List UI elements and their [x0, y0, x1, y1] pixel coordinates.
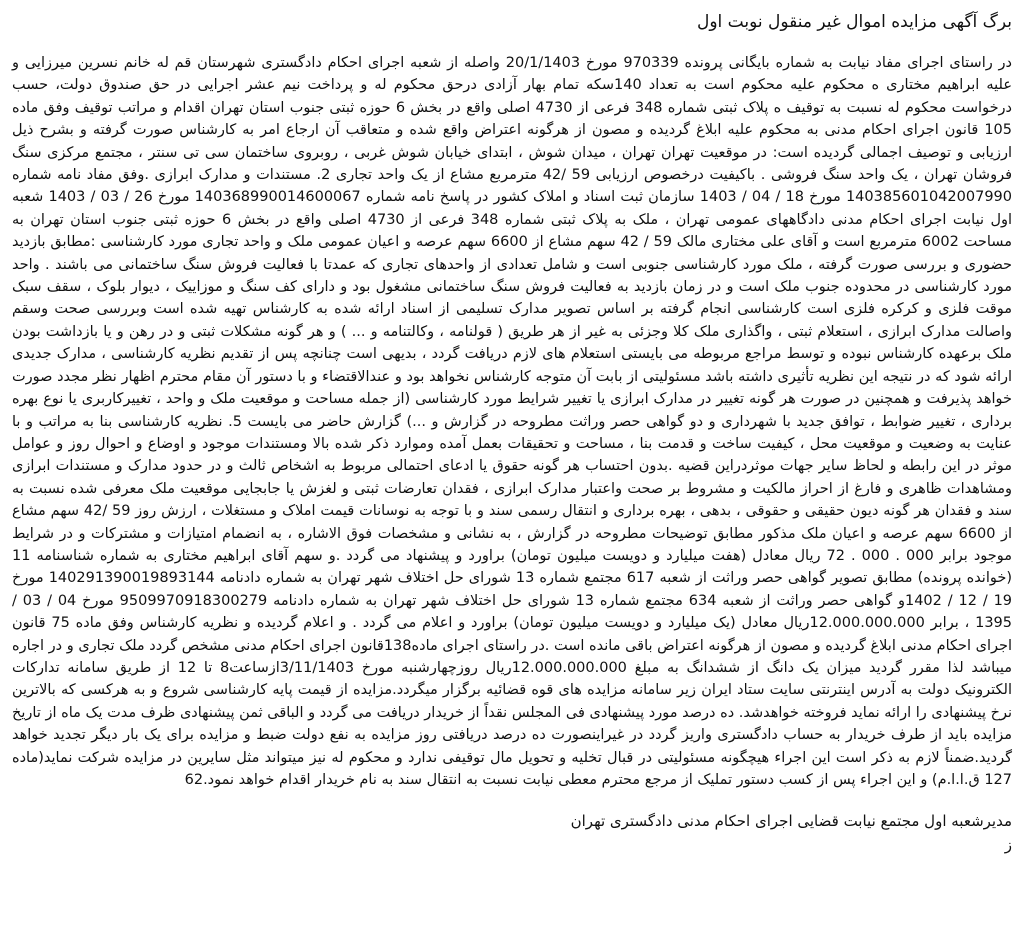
signature-mark: ز: [1004, 836, 1012, 855]
notice-title: برگ آگهی مزایده اموال غیر منقول نوبت اول: [696, 12, 1012, 32]
signature-line: مدیرشعبه اول مجتمع نیابت قضایی اجرای احکام مدنی دادگستری تهران: [570, 812, 1012, 831]
signature-block: [12, 809, 1012, 857]
notice-body: در راستای اجرای مفاد نیابت به شماره بایگانی پرونده 970339 مورخ 20/1/1403 واصله از شعبه اجرای احکام دادگستری شهرستان قم له خانم نسرین میرزایی و علیه ابراهیم مختاری ه محکوم علیه محکوم است به تعداد 140سکه تمام بهار آزادی درحق محکوم له و پرداخت نیم عشر اجرایی در حق صندوق دولت، حسب درخواست محکوم له نسبت به توقیف ه پلاک ثبتی شماره 348 فرعی از 4730 اصلی واقع در بخش 6 حوزه ثبتی جنوب استان تهران اقدام و مراتب توقیف وفق ماده 105 قانون اجرای احکام مدنی به محکوم علیه ابلاغ گردیده و مصون از هرگونه اعتراض واقع شده و متعاقب آن ارجاع امر به کارشناس صورت گرفته و بشرح ذیل ارزیابی و توصیف اجمالی گردیده است: در موقعیت تهران تهران ، میدان شوش ، ابتدای خیابان شوش غربی ، روبروی ساختمان سی تی سنتر ، مجتمع مرکزی سنگ فروشان تهران ، یک واحد سنگ فروشی . باکیفیت درخصوص ارزیابی 59 /42 مترمربع مشاع از یک واحد تجاری 2. مستندات و مدارک ابرازی .وفق مفاد نامه شماره 140385601042007990 مورخ 18 / 04 / 1403 سازمان ثبت اسناد و املاک کشور در پاسخ نامه شماره 140368990014600067 مورخ 26 / 03 / 1403 شعبه اول نیابت اجرای احکام مدنی دادگاههای عمومی تهران ، ملک به پلاک ثبتی شماره 348 فرعی از 4730 اصلی واقع در بخش 6 حوزه ثبتی جنوب استان تهران به مساحت 6002 مترمربع است و آقای علی مختاری مالک 59 / 42 سهم مشاع از 6600 سهم عرصه و اعیان عمومی ملک و واحد تجاری مورد کارشناسی :مطابق بازدید حضوری و بررسی صورت گرفته ، ملک مورد کارشناسی جنوبی است و شامل تعدادی از واحدهای تجاری که عمدتا با فعالیت فروش سنگ ساختمانی می باشند . واحد مورد کارشناسی در محدوده جنوب ملک است و در زمان بازدید به فعالیت فروش سنگ ساختمانی مشغول بود و دارای کف سنگ و موزاییک ، دیوار بلوک ، سقف سبک موقت فلزی و کرکره فلزی است کارشناسی انجام گرفته بر اساس تصویر مدارک تسلیمی از اسناد ارائه شده به کارشناس تهیه شده است وبررسی صحت وسقم واصالت مدارک ابرازی ، استعلام ثبتی ، واگذاری ملک کلا وجزئی به غیر از هر طریق ( قولنامه ، وکالتنامه و ... ) و هر گونه مشکلات ثبتی و در رهن و یا بازداشت بودن ملک برعهده کارشناس نبوده و توسط مراجع مربوطه می بایستی استعلام های لازم دریافت گردد ، بدیهی است چنانچه پس از تقدیم نظریه کارشناسی ، مدارک جدیدی ارائه شود که در نتیجه این نظریه تأثیری داشته باشد مسئولیتی از بابت آن متوجه کارشناس نخواهد بود و عندالاقتضاء و با دستور آن مقام محترم اظهار نظر مجدد صورت خواهد پذیرفت و همچنین در صورت هر گونه تغییر در مدارک ابرازی یا تغییر شرایط مورد کارشناسی (از جمله مساحت و موقعیت ملک و واحد ، تغییرکاربری یا نوع بهره برداری ، تغییر ضوابط ، توافق جدید با شهرداری و دو گواهی حصر وراثت مطروحه در گزارش و ...) گزارش حاضر می بایست 5. نظریه کارشناسی بنا به مراتب و با عنایت به وضعیت و موقعیت محل ، کیفیت ساخت و قدمت بنا ، مساحت و تحقیقات بعمل آمده وموارد ذکر شده بالا ومستندات موجود و اوضاع و احوال روز و عوامل موثر در این رابطه و لحاظ سایر جهات موثردراین قضیه .بدون احتساب هر گونه حقوق یا ادعای احتمالی مربوط به اشخاص ثالث و در حدود مدارک و مستندات ابرازی ومشاهدات ظاهری و فارغ از احراز مالکیت و مشروط بر صحت واعتبار مدارک ابرازی ، فقدان تعارضات ثبتی و لغزش یا جابجایی موقعیت ملک معرفی شده نسبت به سند و فقدان هر گونه دیون حقیقی و حقوقی ، بدهی ، بهره برداری و انتقال رسمی سند و با توجه به نوسانات قیمت املاک و مستغلات ، ارزش روز 59 /42 سهم مشاع از 6600 سهم عرصه و اعیان ملک مذکور مطابق توضیحات مطروحه در گزارش ، به نشانی و مشخصات فوق الاشاره ، به انضمام امتیازات و مشترکات و در شرایط موجود برابر 000 . 000 . 72 ریال معادل (هفت میلیارد و دویست میلیون تومان) براورد و پیشنهاد می گردد .و سهم آقای ابراهیم مختاری به شماره شناسنامه 11 (خوانده پرونده) مطابق تصویر گواهی حصر وراثت از شعبه 617 مجتمع شماره 13 شورای حل اختلاف شهر تهران به شماره دادنامه 140291390019893144 مورخ 19 / 12 / 1402و گواهی حصر وراثت از شعبه 634 مجتمع شماره 13 شورای حل اختلاف شهر تهران به شماره دادنامه 9509970918300279 مورخ 04 / 03 / 1395 ، برابر 12.000.000.000ریال معادل (یک میلیارد و دویست میلیون تومان) براورد و اعلام می گردد . و اعلام گردیده و نظریه کارشناس وفق ماده 75 قانون اجرای احکام مدنی ابلاغ گردیده و مصون از هرگونه اعتراض باقی مانده است .در راستای اجرای ماده138قانون اجرای احکام مدنی مشخص گردد ملک تجاری و در اجاره میباشد لذا مقرر گردید میزان یک دانگ از ششدانگ به مبلغ 12.000.000.000ریال روزچهارشنبه مورخ 3/11/1403ازساعت8 تا 12 از طریق سامانه تدارکات الکترونیک دولت به آدرس اینترنتی سایت ستاد ایران زیر سامانه مزایده های قوه قضائیه برگزار میگردد.مزایده از قیمت پایه کارشناسی شروع و به هرکسی که بالاترین نرخ پیشنهادی را ارائه نماید فروخته خواهدشد. ده درصد مورد پیشنهادی فی المجلس نقداً از خریدار دریافت می گردد و الباقی ثمن پیشنهادی ظرف مدت یک ماه از تاریخ مزایده باید از طرف خریدار به حساب دادگستری واریز گردد در غیراینصورت ده درصد دریافتی روز مزایده به نفع دولت ضبط و مزایده برای یک بار دیگر تجدید خواهد گردید.ضمناً لازم به ذکر است این اجراء هیچگونه مسئولیتی در قبال تخلیه و تحویل مال توقیفی ندارد و محکوم له نیز میتواند مثل سایرین در مزایده شرکت نماید(ماده 127 ق.ا.ا.م) و این اجراء پس از کسب دستور تملیک از مرجع محترم معطی نیابت نسبت به انتقال سند به نام خریدار اقدام خواهد نمود.62: [12, 55, 1013, 788]
